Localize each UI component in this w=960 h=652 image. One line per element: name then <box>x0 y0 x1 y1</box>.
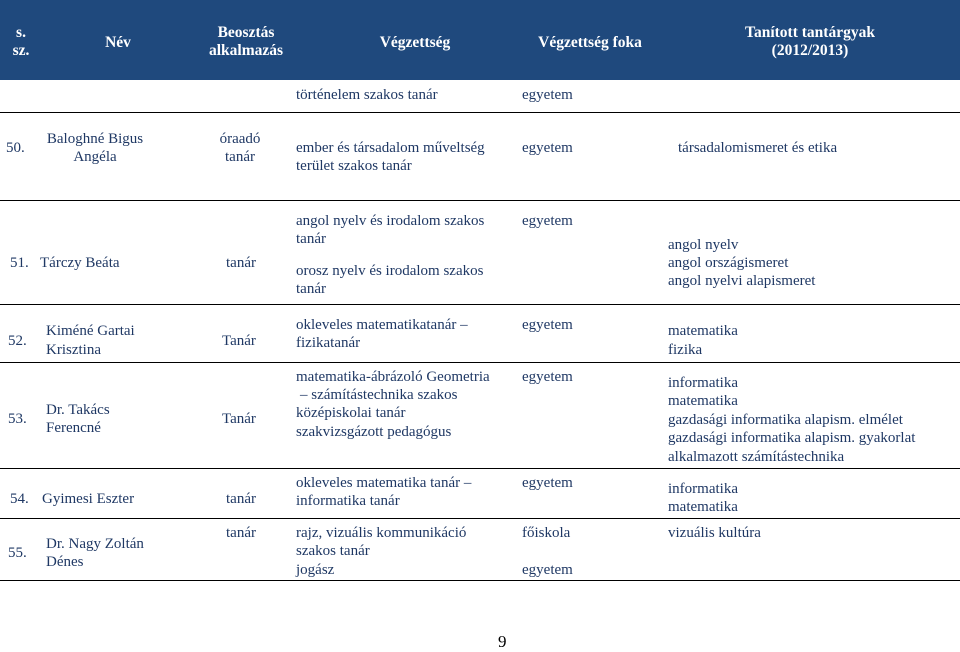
row-num: 52. <box>8 333 27 349</box>
position-text: óraadó <box>219 131 261 147</box>
position-text: tanár <box>225 149 255 165</box>
position-text: Tanár <box>222 333 256 349</box>
qualification-text: orosz nyelv és irodalom szakos <box>296 263 484 279</box>
row-num: 53. <box>8 411 27 427</box>
qualification-text: tanár <box>296 231 326 247</box>
header-num: s. sz. <box>12 24 30 59</box>
subject-text: társadalomismeret és etika <box>678 140 838 156</box>
person-name: Dr. Takács <box>46 402 110 418</box>
qualification-text: történelem szakos tanár <box>296 87 438 103</box>
row-num: 50. <box>6 140 25 156</box>
header-name: Név <box>105 34 131 51</box>
row-divider <box>0 468 960 469</box>
subject-text: matematika <box>668 499 738 515</box>
subject-text: gazdasági informatika alapism. elmélet <box>668 412 903 428</box>
position-text: tanár <box>226 255 256 271</box>
level-text: egyetem <box>522 87 573 103</box>
qualification-text: – számítástechnika szakos <box>300 387 458 403</box>
level-text: egyetem <box>522 213 573 229</box>
level-text: egyetem <box>522 475 573 491</box>
subject-text: informatika <box>668 375 738 391</box>
subject-text: angol nyelv <box>668 237 739 253</box>
header-qualification: Végzettség <box>379 34 451 51</box>
subject-text: angol nyelvi alapismeret <box>668 273 816 289</box>
subject-text: alkalmazott számítástechnika <box>668 449 845 465</box>
person-name: Gyimesi Eszter <box>42 491 135 507</box>
qualification-text: fizikatanár <box>296 335 361 351</box>
position-text: Tanár <box>222 411 256 427</box>
subject-text: matematika <box>668 393 738 409</box>
subject-text: matematika <box>668 323 738 339</box>
qualification-text: szakos tanár <box>296 543 370 559</box>
level-text: főiskola <box>522 525 571 541</box>
subject-text: angol országismeret <box>668 255 789 271</box>
table-header <box>0 0 960 80</box>
qualification-text: tanár <box>296 281 326 297</box>
qualification-text: terület szakos tanár <box>296 158 412 174</box>
row-divider <box>0 112 960 113</box>
subject-text: vizuális kultúra <box>668 525 761 541</box>
page-number: 9 <box>498 632 507 651</box>
header-subjects: Tanított tantárgyak (2012/2013) <box>745 24 875 59</box>
person-name: Ferencné <box>46 420 101 436</box>
row-divider <box>0 518 960 519</box>
qualification-text: okleveles matematikatanár – <box>296 317 468 333</box>
qualification-text: angol nyelv és irodalom szakos <box>296 213 485 229</box>
person-name: Baloghné Bigus <box>46 131 144 147</box>
level-text: egyetem <box>522 369 573 385</box>
row-divider <box>0 362 960 363</box>
person-name: Dénes <box>46 554 84 570</box>
qualification-text: jogász <box>296 562 335 578</box>
person-name: Krisztina <box>46 342 101 358</box>
subject-text: gazdasági informatika alapism. gyakorlat <box>668 430 916 446</box>
person-name: Kiméné Gartai <box>46 323 135 339</box>
row-divider <box>0 580 960 581</box>
level-text: egyetem <box>522 317 573 333</box>
subject-text: informatika <box>668 481 738 497</box>
position-text: tanár <box>226 525 256 541</box>
qualification-text: ember és társadalom műveltség <box>296 140 485 156</box>
header-position: Beosztás alkalmazás <box>208 24 284 59</box>
qualification-text: matematika-ábrázoló Geometria <box>296 369 490 385</box>
qualification-text: informatika tanár <box>296 493 400 509</box>
row-num: 54. <box>10 491 29 507</box>
person-name: Dr. Nagy Zoltán <box>46 536 144 552</box>
subject-text: fizika <box>668 342 703 358</box>
header-level: Végzettség foka <box>538 34 642 51</box>
person-name: Angéla <box>73 149 117 165</box>
level-text: egyetem <box>522 562 573 578</box>
row-num: 51. <box>10 255 29 271</box>
row-num: 55. <box>8 545 27 561</box>
qualification-text: középiskolai tanár <box>296 405 406 421</box>
qualification-text: okleveles matematika tanár – <box>296 475 472 491</box>
person-name: Tárczy Beáta <box>40 255 120 271</box>
row-divider <box>0 200 960 201</box>
qualification-text: rajz, vizuális kommunikáció <box>296 525 467 541</box>
level-text: egyetem <box>522 140 573 156</box>
qualification-text: szakvizsgázott pedagógus <box>296 424 452 440</box>
row-divider <box>0 304 960 305</box>
position-text: tanár <box>226 491 256 507</box>
